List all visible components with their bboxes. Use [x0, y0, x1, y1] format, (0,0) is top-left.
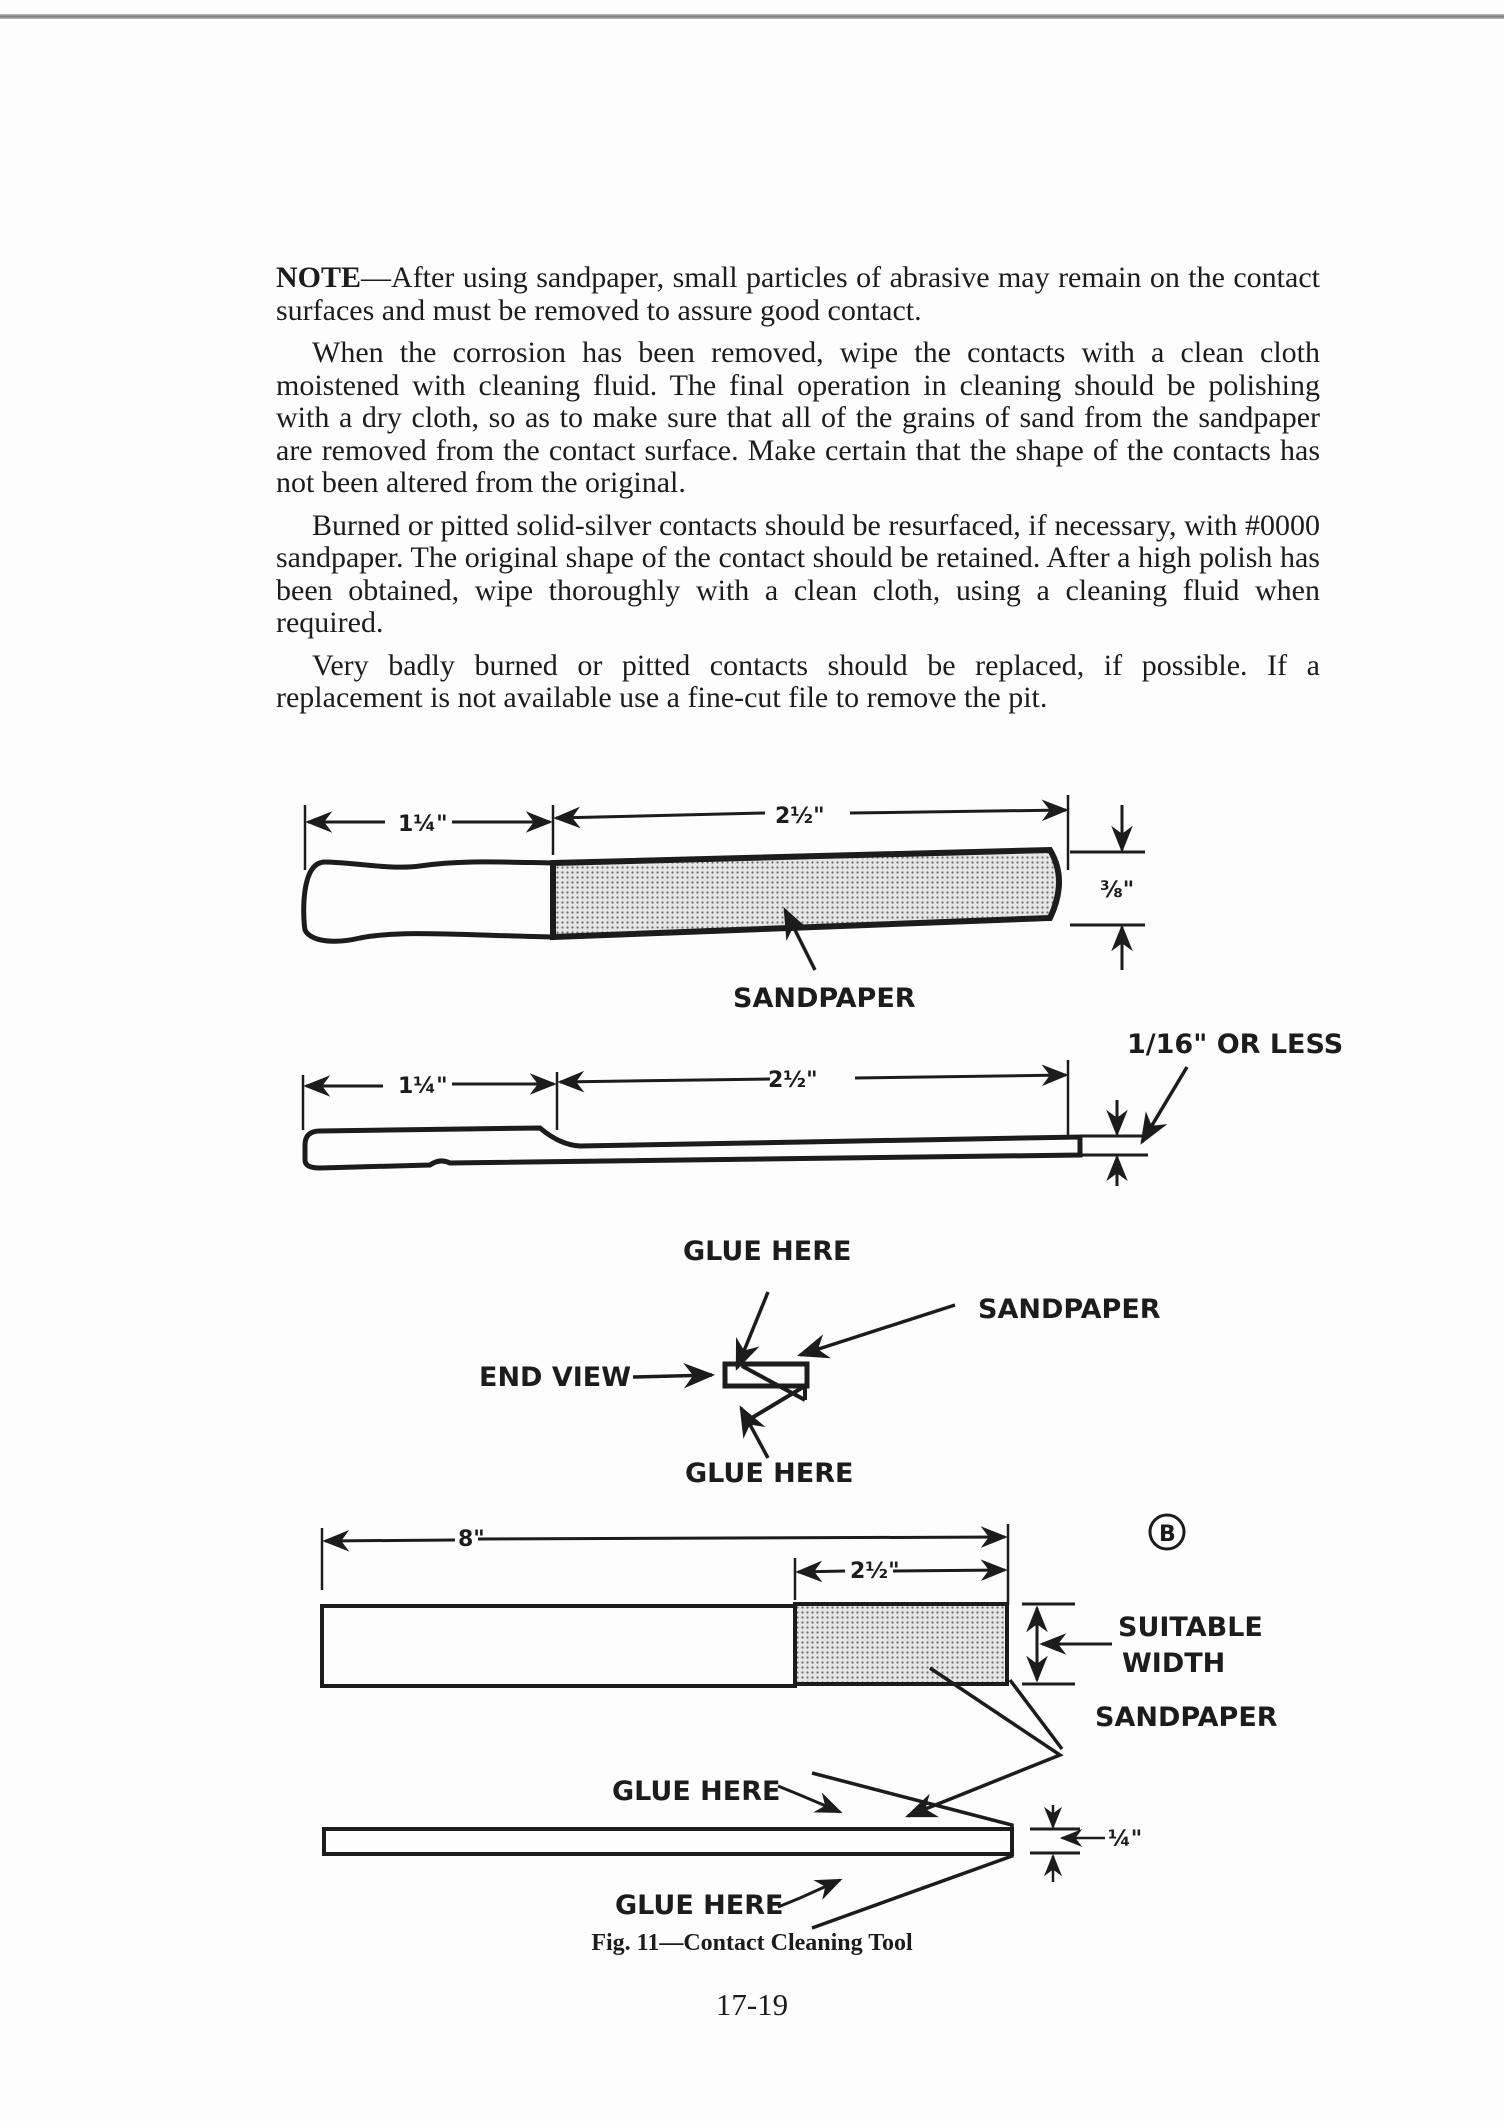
b-overall-length: 8"	[458, 1527, 485, 1552]
note-body: —After using sandpaper, small particles of abrasive may remain on the contact surfaces and must be removed to assure good contact.	[276, 261, 1320, 327]
side-thickness-label: 1/16" OR LESS	[1127, 1029, 1344, 1060]
b-sandpaper-length: 2½"	[850, 1559, 900, 1584]
paragraph-wipe-contacts: When the corrosion has been removed, wipe the contacts with a clean cloth moistened with cleaning fluid. The final operation in cleaning should be polishing with a dry cloth, so as to make sure that all of the grains of sand from the sandpaper are removed from the contact surface. Make certain that the shape of the contacts has not been altered from the original.	[276, 336, 1320, 499]
top-handle-length: 1¼"	[398, 812, 448, 837]
side-handle-length: 1¼"	[398, 1074, 448, 1099]
variant-b-marker: B	[1159, 1522, 1176, 1547]
side-blade-length: 2½"	[768, 1068, 818, 1093]
b-glue-bottom-label: GLUE HERE	[615, 1890, 784, 1921]
variant-b-top	[322, 1515, 1184, 1749]
end-sandpaper-label: SANDPAPER	[978, 1294, 1161, 1325]
paragraph-replace: Very badly burned or pitted contacts should be replaced, if possible. If a replacement is not available use a fine-cut file to remove the pit.	[276, 648, 1320, 714]
top-width: ⅜"	[1100, 878, 1135, 903]
b-sandpaper-label: SANDPAPER	[1095, 1702, 1278, 1733]
note-lead: NOTE	[276, 261, 362, 294]
end-view	[633, 1292, 955, 1458]
b-glue-top-label: GLUE HERE	[612, 1776, 781, 1807]
top-blade-length: 2½"	[775, 804, 825, 829]
page-number: 17-19	[715, 1987, 789, 2022]
end-view-label: END VIEW	[479, 1362, 632, 1393]
end-glue-top-label: GLUE HERE	[683, 1236, 852, 1267]
end-glue-bottom-label: GLUE HERE	[685, 1458, 854, 1489]
paragraph-resurface: Burned or pitted solid-silver contacts should be resurfaced, if necessary, with #0000 sandpaper. The original shape of the contact should be retained. After a high polish has been obtained, wipe thoroughly with a clean cloth, using a cleaning fluid when required.	[276, 508, 1320, 639]
figure-caption: Fig. 11—Contact Cleaning Tool	[591, 1930, 913, 1956]
b-width-label-line2: WIDTH	[1122, 1648, 1226, 1679]
b-thickness: ¼"	[1108, 1827, 1143, 1852]
top-sandpaper-label: SANDPAPER	[733, 983, 916, 1014]
b-width-label-line1: SUITABLE	[1118, 1612, 1263, 1643]
